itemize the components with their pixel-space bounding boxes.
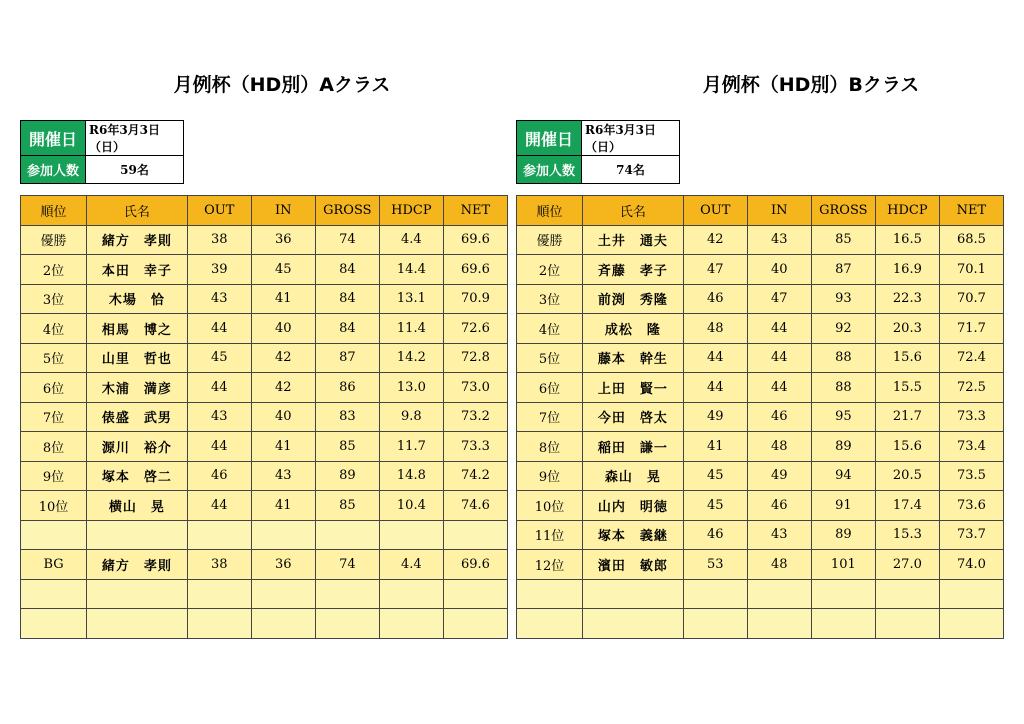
cell-gross: 88: [811, 373, 875, 403]
cell-hdcp: 15.3: [875, 520, 939, 550]
table-row: [517, 284, 1004, 314]
col-header-in: IN: [747, 196, 811, 226]
cell-rank: 5位: [21, 343, 87, 373]
cell-hdcp: [875, 579, 939, 609]
cell-hdcp: 14.8: [379, 461, 443, 491]
cell-name: 木浦 満彦: [87, 373, 188, 403]
cell-gross: 74: [315, 550, 379, 580]
cell-gross: 92: [811, 314, 875, 344]
cell-out: 45: [187, 343, 251, 373]
cell-out: 46: [683, 284, 747, 314]
cell-hdcp: [379, 609, 443, 639]
cell-name: [87, 609, 188, 639]
cell-gross: 94: [811, 461, 875, 491]
cell-gross: 95: [811, 402, 875, 432]
cell-gross: 89: [315, 461, 379, 491]
cell-hdcp: 11.7: [379, 432, 443, 462]
cell-rank: [517, 579, 583, 609]
cell-in: 43: [251, 461, 315, 491]
cell-in: 42: [251, 373, 315, 403]
cell-net: [939, 579, 1003, 609]
table-row: [21, 255, 508, 285]
col-header-name: 氏名: [87, 196, 188, 226]
cell-in: 48: [747, 550, 811, 580]
cell-net: 70.9: [443, 284, 507, 314]
table-row: [517, 579, 1004, 609]
col-header-out: OUT: [187, 196, 251, 226]
cell-net: [939, 609, 1003, 639]
cell-name: 木場 恰: [87, 284, 188, 314]
cell-rank: 優勝: [517, 225, 583, 255]
table-row: [517, 314, 1004, 344]
cell-hdcp: 13.0: [379, 373, 443, 403]
cell-net: 71.7: [939, 314, 1003, 344]
cell-name: 山内 明徳: [583, 491, 684, 521]
cell-name: 俵盛 武男: [87, 402, 188, 432]
cell-net: 73.6: [939, 491, 1003, 521]
participants-label: 参加人数: [21, 156, 86, 184]
cell-hdcp: 14.4: [379, 255, 443, 285]
cell-gross: 89: [811, 432, 875, 462]
cell-name: [87, 520, 188, 550]
cell-rank: 7位: [21, 402, 87, 432]
cell-out: 44: [683, 343, 747, 373]
cell-rank: BG: [21, 550, 87, 580]
table-row: [517, 609, 1004, 639]
participants-value: 59名: [86, 156, 184, 184]
cell-gross: [315, 579, 379, 609]
cell-hdcp: [875, 609, 939, 639]
col-header-rank: 順位: [517, 196, 583, 226]
cell-rank: 7位: [517, 402, 583, 432]
class-b-title: 月例杯（HD別）Bクラス: [702, 74, 920, 96]
cell-out: 41: [683, 432, 747, 462]
cell-out: 38: [187, 225, 251, 255]
cell-out: 44: [187, 373, 251, 403]
col-header-in: IN: [251, 196, 315, 226]
cell-in: 44: [747, 373, 811, 403]
cell-gross: 85: [811, 225, 875, 255]
cell-net: 72.4: [939, 343, 1003, 373]
cell-gross: 88: [811, 343, 875, 373]
cell-in: [251, 520, 315, 550]
cell-gross: 101: [811, 550, 875, 580]
cell-gross: 84: [315, 314, 379, 344]
col-header-net: NET: [939, 196, 1003, 226]
class-b-info-table: [516, 120, 680, 184]
cell-out: 49: [683, 402, 747, 432]
cell-hdcp: 22.3: [875, 284, 939, 314]
table-row: [21, 432, 508, 462]
cell-out: 47: [683, 255, 747, 285]
cell-hdcp: 15.6: [875, 343, 939, 373]
cell-net: 69.6: [443, 550, 507, 580]
cell-net: [443, 609, 507, 639]
cell-name: 本田 幸子: [87, 255, 188, 285]
cell-out: 53: [683, 550, 747, 580]
cell-name: 土井 通夫: [583, 225, 684, 255]
table-row: [21, 579, 508, 609]
cell-hdcp: 20.3: [875, 314, 939, 344]
cell-name: 濱田 敏郎: [583, 550, 684, 580]
cell-name: 前渕 秀隆: [583, 284, 684, 314]
class-b-results-table: [516, 195, 1004, 639]
cell-rank: [21, 520, 87, 550]
cell-gross: [315, 609, 379, 639]
cell-rank: 6位: [517, 373, 583, 403]
cell-rank: 6位: [21, 373, 87, 403]
cell-hdcp: 4.4: [379, 550, 443, 580]
cell-net: 74.2: [443, 461, 507, 491]
cell-rank: 2位: [21, 255, 87, 285]
cell-name: [87, 579, 188, 609]
cell-in: 41: [251, 491, 315, 521]
cell-out: [187, 520, 251, 550]
cell-name: 成松 隆: [583, 314, 684, 344]
table-row: [21, 550, 508, 580]
cell-name: 藤本 幹生: [583, 343, 684, 373]
cell-name: 塚本 義継: [583, 520, 684, 550]
cell-rank: 9位: [21, 461, 87, 491]
cell-net: [443, 579, 507, 609]
cell-gross: [811, 579, 875, 609]
cell-in: 40: [747, 255, 811, 285]
date-value: R6年3月3日（日）: [582, 121, 680, 156]
cell-rank: 12位: [517, 550, 583, 580]
cell-in: 43: [747, 225, 811, 255]
cell-rank: [21, 609, 87, 639]
cell-in: 40: [251, 402, 315, 432]
cell-rank: [21, 579, 87, 609]
cell-gross: 85: [315, 491, 379, 521]
cell-out: 46: [683, 520, 747, 550]
cell-gross: [811, 609, 875, 639]
cell-name: [583, 609, 684, 639]
cell-in: 47: [747, 284, 811, 314]
col-header-net: NET: [443, 196, 507, 226]
cell-in: 48: [747, 432, 811, 462]
table-row: [517, 225, 1004, 255]
cell-net: 73.4: [939, 432, 1003, 462]
cell-hdcp: [379, 579, 443, 609]
cell-net: 74.0: [939, 550, 1003, 580]
table-row: [21, 491, 508, 521]
cell-name: 山里 哲也: [87, 343, 188, 373]
cell-name: [583, 579, 684, 609]
col-header-rank: 順位: [21, 196, 87, 226]
cell-gross: 89: [811, 520, 875, 550]
cell-net: 73.0: [443, 373, 507, 403]
date-value: R6年3月3日（日）: [86, 121, 184, 156]
cell-out: 48: [683, 314, 747, 344]
cell-in: 46: [747, 402, 811, 432]
cell-out: 45: [683, 461, 747, 491]
class-a-results-table: [20, 195, 508, 639]
cell-net: 73.3: [939, 402, 1003, 432]
table-row: [517, 432, 1004, 462]
cell-in: 41: [251, 284, 315, 314]
cell-rank: 優勝: [21, 225, 87, 255]
cell-hdcp: 4.4: [379, 225, 443, 255]
cell-in: 46: [747, 491, 811, 521]
cell-in: 49: [747, 461, 811, 491]
cell-out: 43: [187, 402, 251, 432]
cell-rank: 3位: [21, 284, 87, 314]
table-row: [517, 491, 1004, 521]
cell-in: [251, 579, 315, 609]
table-row: [21, 225, 508, 255]
cell-net: 70.7: [939, 284, 1003, 314]
cell-name: 緒方 孝則: [87, 225, 188, 255]
participants-label: 参加人数: [517, 156, 582, 184]
cell-name: 相馬 博之: [87, 314, 188, 344]
cell-rank: 10位: [21, 491, 87, 521]
table-row: [21, 461, 508, 491]
cell-name: 稲田 謙一: [583, 432, 684, 462]
cell-net: 69.6: [443, 255, 507, 285]
cell-out: 45: [683, 491, 747, 521]
cell-gross: 83: [315, 402, 379, 432]
cell-hdcp: 9.8: [379, 402, 443, 432]
table-row: [517, 461, 1004, 491]
cell-in: [747, 579, 811, 609]
cell-rank: [517, 609, 583, 639]
table-row: [517, 255, 1004, 285]
cell-in: 42: [251, 343, 315, 373]
cell-gross: 91: [811, 491, 875, 521]
cell-rank: 5位: [517, 343, 583, 373]
table-row: [517, 520, 1004, 550]
cell-hdcp: 27.0: [875, 550, 939, 580]
cell-out: 44: [683, 373, 747, 403]
cell-name: 斉藤 孝子: [583, 255, 684, 285]
table-row: [21, 284, 508, 314]
table-row: [517, 402, 1004, 432]
col-header-name: 氏名: [583, 196, 684, 226]
table-row: [517, 343, 1004, 373]
cell-rank: 11位: [517, 520, 583, 550]
cell-hdcp: 15.6: [875, 432, 939, 462]
class-a-info-table: [20, 120, 184, 184]
cell-hdcp: 21.7: [875, 402, 939, 432]
cell-rank: 4位: [21, 314, 87, 344]
cell-name: 緒方 孝則: [87, 550, 188, 580]
header-row: [21, 196, 508, 226]
col-header-gross: GROSS: [811, 196, 875, 226]
cell-rank: 8位: [21, 432, 87, 462]
cell-hdcp: 15.5: [875, 373, 939, 403]
cell-out: 39: [187, 255, 251, 285]
cell-out: [683, 609, 747, 639]
table-row: [21, 373, 508, 403]
cell-hdcp: 16.5: [875, 225, 939, 255]
table-row: [517, 550, 1004, 580]
cell-rank: 10位: [517, 491, 583, 521]
cell-name: 上田 賢一: [583, 373, 684, 403]
cell-hdcp: [379, 520, 443, 550]
cell-in: [747, 609, 811, 639]
date-label: 開催日: [21, 121, 86, 156]
cell-out: 44: [187, 314, 251, 344]
cell-in: 44: [747, 314, 811, 344]
cell-net: 74.6: [443, 491, 507, 521]
cell-name: 塚本 啓二: [87, 461, 188, 491]
cell-in: 43: [747, 520, 811, 550]
cell-gross: 74: [315, 225, 379, 255]
cell-in: 45: [251, 255, 315, 285]
cell-out: [683, 579, 747, 609]
col-header-gross: GROSS: [315, 196, 379, 226]
class-a-section: [20, 70, 508, 639]
header-row: [517, 196, 1004, 226]
cell-net: 72.5: [939, 373, 1003, 403]
cell-in: 40: [251, 314, 315, 344]
cell-name: 源川 裕介: [87, 432, 188, 462]
cell-net: [443, 520, 507, 550]
cell-net: 73.7: [939, 520, 1003, 550]
cell-rank: 2位: [517, 255, 583, 285]
cell-gross: 86: [315, 373, 379, 403]
cell-in: [251, 609, 315, 639]
table-row: [21, 520, 508, 550]
cell-in: 41: [251, 432, 315, 462]
table-row: [21, 343, 508, 373]
cell-hdcp: 17.4: [875, 491, 939, 521]
cell-hdcp: 13.1: [379, 284, 443, 314]
cell-gross: [315, 520, 379, 550]
participants-value: 74名: [582, 156, 680, 184]
cell-net: 73.2: [443, 402, 507, 432]
cell-net: 73.5: [939, 461, 1003, 491]
class-a-title: 月例杯（HD別）Aクラス: [173, 74, 391, 96]
cell-hdcp: 14.2: [379, 343, 443, 373]
cell-out: 43: [187, 284, 251, 314]
cell-gross: 93: [811, 284, 875, 314]
col-header-hdcp: HDCP: [875, 196, 939, 226]
cell-name: 今田 啓太: [583, 402, 684, 432]
col-header-hdcp: HDCP: [379, 196, 443, 226]
cell-out: [187, 609, 251, 639]
cell-out: 44: [187, 432, 251, 462]
cell-rank: 8位: [517, 432, 583, 462]
cell-gross: 87: [811, 255, 875, 285]
cell-gross: 87: [315, 343, 379, 373]
class-b-section: [516, 70, 1004, 639]
cell-in: 44: [747, 343, 811, 373]
cell-hdcp: 11.4: [379, 314, 443, 344]
cell-name: 横山 晃: [87, 491, 188, 521]
cell-out: 44: [187, 491, 251, 521]
cell-net: 72.6: [443, 314, 507, 344]
cell-net: 72.8: [443, 343, 507, 373]
cell-net: 70.1: [939, 255, 1003, 285]
cell-name: 森山 晃: [583, 461, 684, 491]
cell-net: 73.3: [443, 432, 507, 462]
cell-in: 36: [251, 225, 315, 255]
table-row: [517, 373, 1004, 403]
cell-out: 38: [187, 550, 251, 580]
table-row: [21, 609, 508, 639]
cell-net: 69.6: [443, 225, 507, 255]
cell-gross: 84: [315, 255, 379, 285]
cell-net: 68.5: [939, 225, 1003, 255]
cell-hdcp: 20.5: [875, 461, 939, 491]
cell-rank: 4位: [517, 314, 583, 344]
cell-gross: 84: [315, 284, 379, 314]
cell-in: 36: [251, 550, 315, 580]
cell-rank: 3位: [517, 284, 583, 314]
col-header-out: OUT: [683, 196, 747, 226]
cell-rank: 9位: [517, 461, 583, 491]
cell-hdcp: 10.4: [379, 491, 443, 521]
table-row: [21, 314, 508, 344]
table-row: [21, 402, 508, 432]
cell-out: 46: [187, 461, 251, 491]
date-label: 開催日: [517, 121, 582, 156]
cell-hdcp: 16.9: [875, 255, 939, 285]
cell-gross: 85: [315, 432, 379, 462]
cell-out: [187, 579, 251, 609]
cell-out: 42: [683, 225, 747, 255]
